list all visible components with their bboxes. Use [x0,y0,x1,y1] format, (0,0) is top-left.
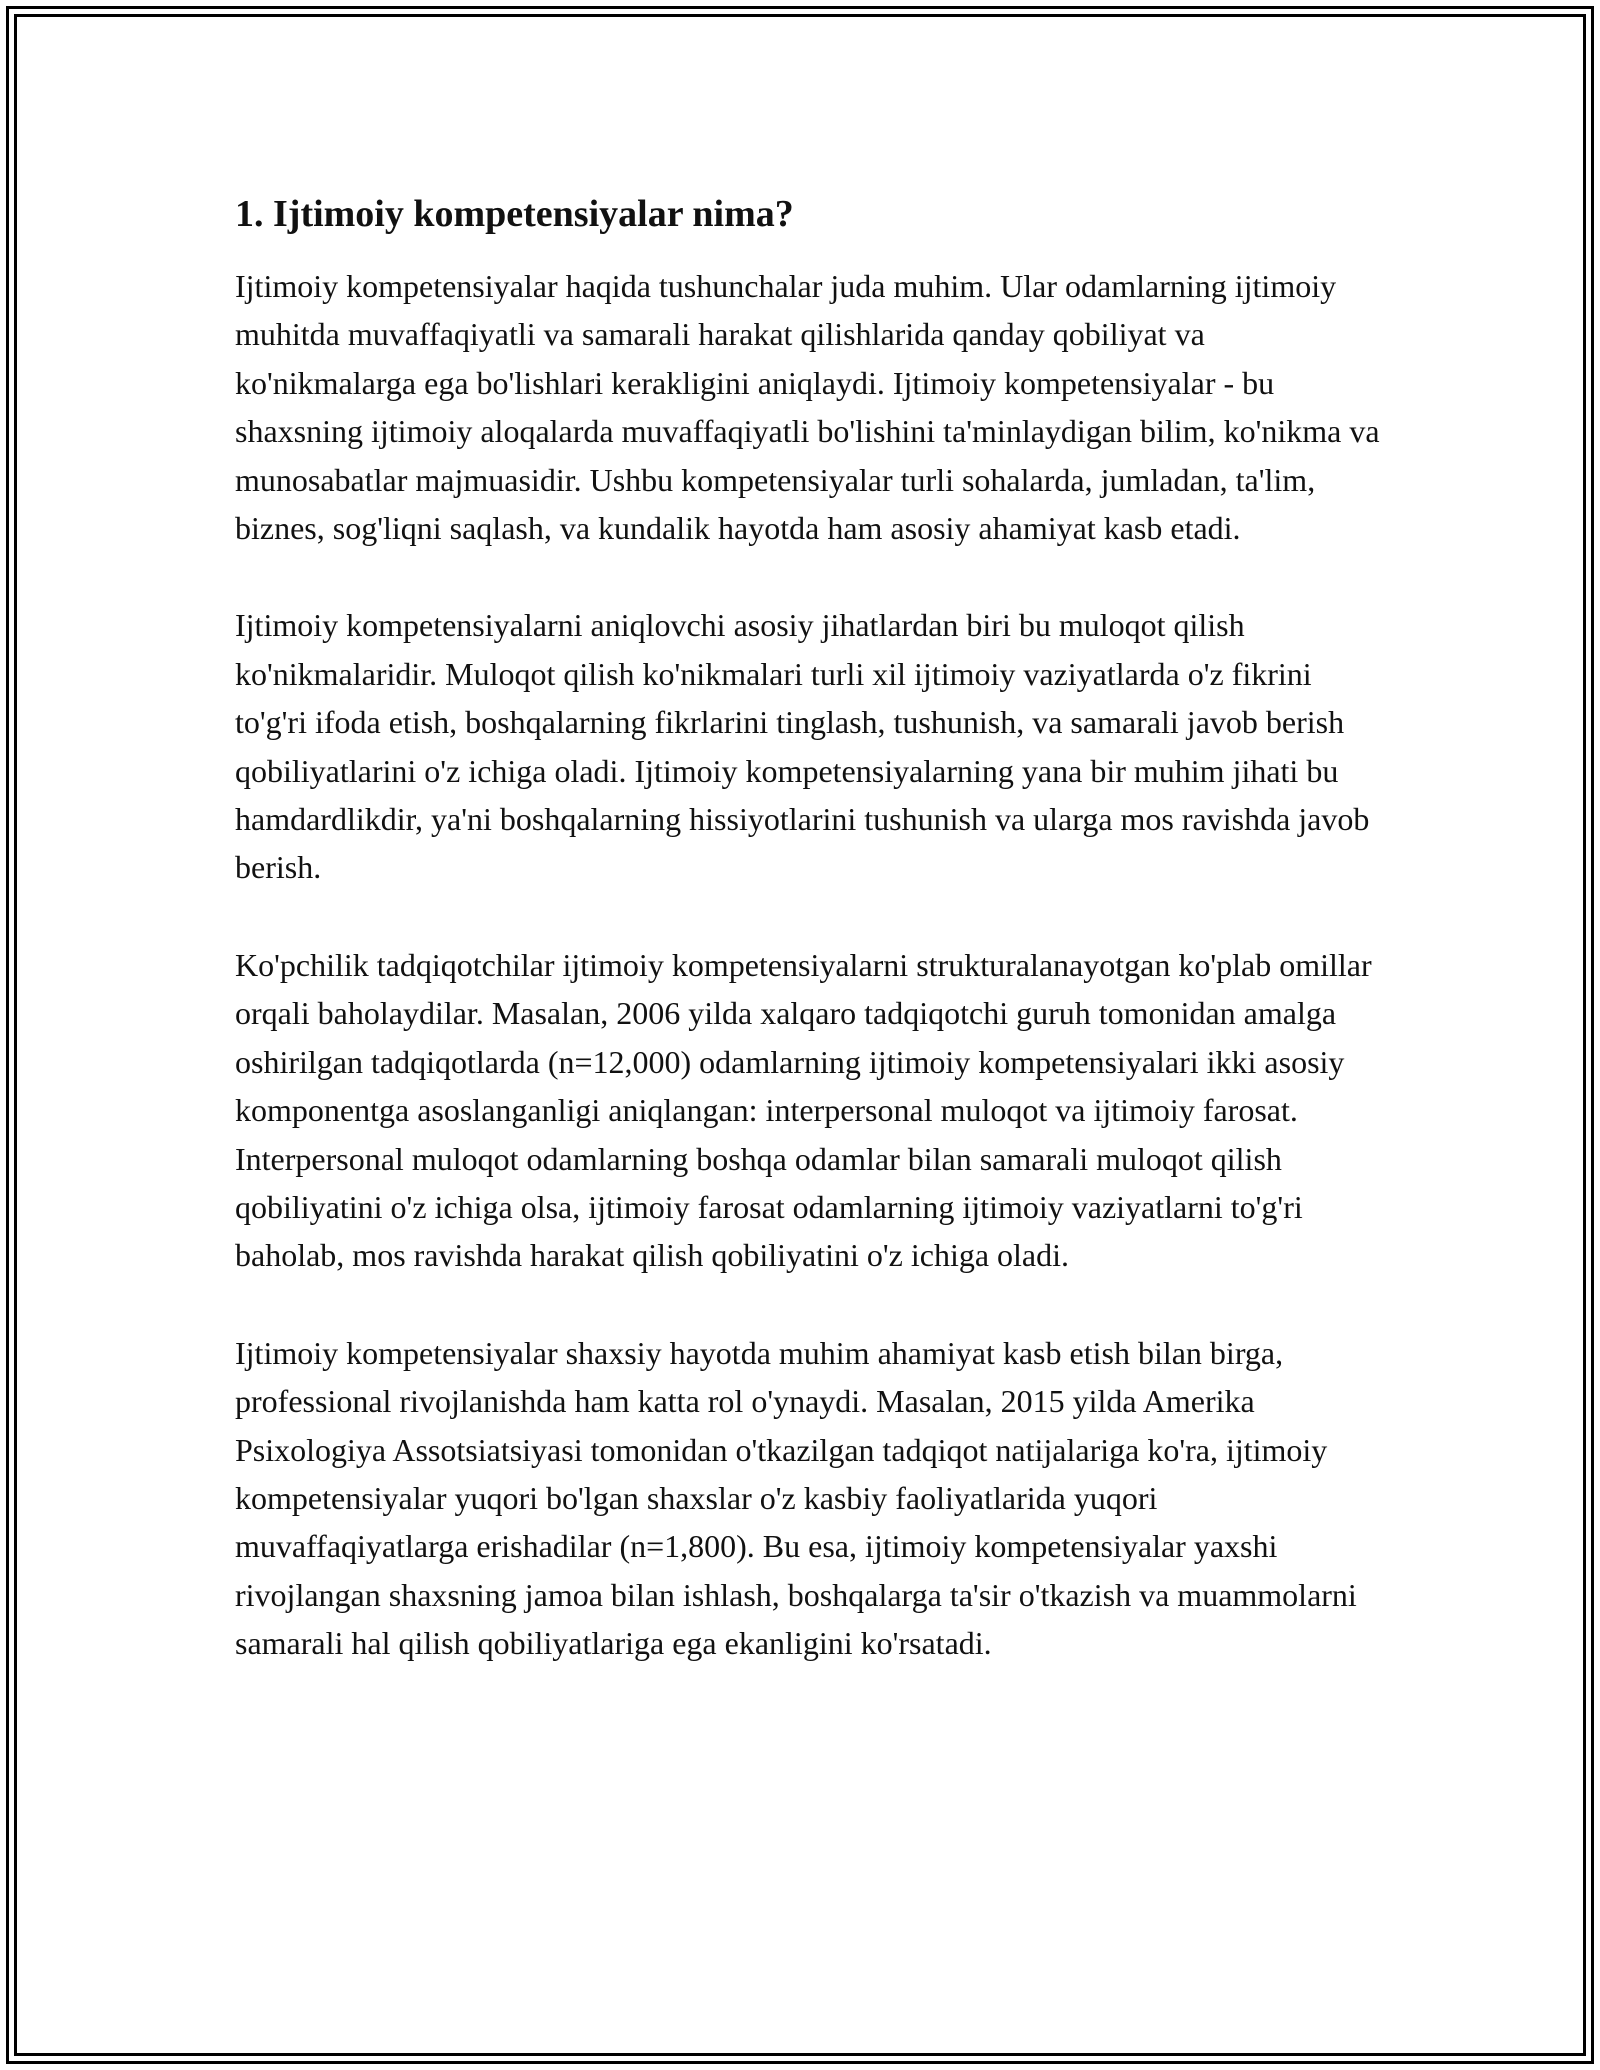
paragraph-2: Ijtimoiy kompetensiyalarni aniqlovchi asosiy jihatlardan biri bu muloqot qilish ko'nikmalaridir. Muloqot qilish ko'nikmalari turli xil ijtimoiy vaziyatlarda o'z fikrini to'g'ri ifoda etish, boshqalarning fikrlarini tinglash, tushunish, va samarali javob berish qobiliyatlarini o'z ichiga oladi. Ijtimoiy kompetensiyalarning yana bir muhim jihati bu hamdardlikdir, ya'ni boshqalarning hissiyotlarini tushunish va ularga mos ravishda javob berish. [235,607,1370,886]
paragraph-3: Ko'pchilik tadqiqotchilar ijtimoiy kompetensiyalarni strukturalanayotgan ko'plab omillar orqali baholaydilar. Masalan, 2006 yilda xalqaro tadqiqotchi guruh tomonidan amalga oshirilgan tadqiqotlarda (n=12,000) odamlarning ijtimoiy kompetensiyalari ikki asosiy komponentga asoslanganligi aniqlangan: interpersonal muloqot va ijtimoiy farosat. Interpersonal muloqot odamlarning boshqa odamlar bilan samarali muloqot qilish qobiliyatini o'z ichiga olsa, ijtimoiy farosat odamlarning ijtimoiy vaziyatlarni to'g'ri baholab, mos ravishda harakat qilish qobiliyatini o'z ichiga oladi. [235,946,1372,1274]
paragraph-4: Ijtimoiy kompetensiyalar shaxsiy hayotda muhim ahamiyat kasb etish bilan birga, professional rivojlanishda ham katta rol o'ynaydi. Masalan, 2015 yilda Amerika Psixologiya Assotsiatsiyasi tomonidan o'tkazilgan tadqiqot natijalariga ko'ra, ijtimoiy kompetensiyalar yuqori bo'lgan shaxslar o'z kasbiy faoliyatlarida yuqori muvaffaqiyatlarga erishadilar (n=1,800). Bu esa, ijtimoiy kompetensiyalar yaxshi rivojlangan shaxsning jamoa bilan ishlash, boshqalarga ta'sir o'tkazish va muammolarni samarali hal qilish qobiliyatlariga ega ekanligini ko'rsatadi. [235,1334,1357,1662]
section-heading: 1. Ijtimoiy kompetensiyalar nima? [235,193,794,235]
paragraph-1: Ijtimoiy kompetensiyalar haqida tushunchalar juda muhim. Ular odamlarning ijtimoiy muhitda muvaffaqiyatli va samarali harakat qilishlarida qanday qobiliyat va ko'nikmalarga ega bo'lishlari kerakligini aniqlaydi. Ijtimoiy kompetensiyalar - bu shaxsning ijtimoiy aloqalarda muvaffaqiyatli bo'lishini ta'minlaydigan bilim, ko'nikma va munosabatlar majmuasidir. Ushbu kompetensiyalar turli sohalarda, jumladan, ta'lim, biznes, sog'liqni saqlash, va kundalik hayotda ham asosiy ahamiyat kasb etadi. [235,268,1380,547]
document-body [235,190,1385,1717]
